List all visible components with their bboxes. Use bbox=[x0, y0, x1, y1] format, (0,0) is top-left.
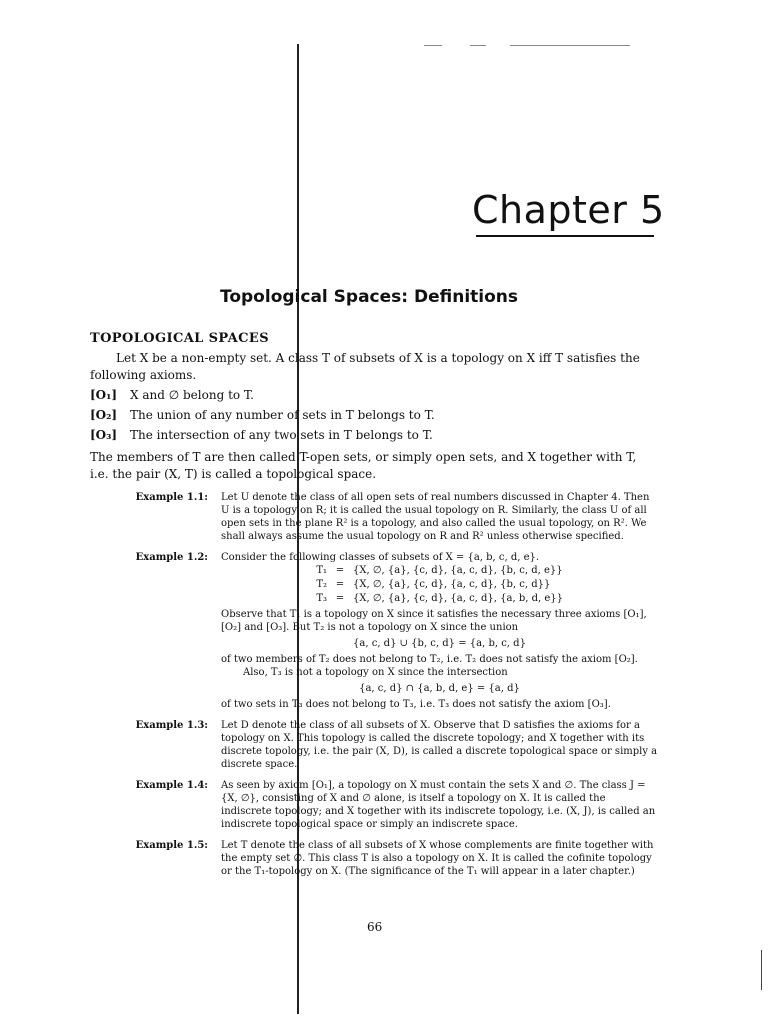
example-label: Example 1.3: bbox=[135, 720, 208, 731]
observe-text: Observe that T₁ is a topology on X since it satisfies the necessary three axioms [O₁], [O₂] and [O₃]. But T₂ is not a topology on X since the union bbox=[221, 609, 647, 633]
union-equation: {a, c, d} ∪ {b, c, d} = {a, b, c, d} bbox=[353, 638, 526, 649]
axiom-2 bbox=[90, 407, 658, 424]
example-1-4 bbox=[90, 779, 658, 831]
set-value: {X, ∅, {a}, {c, d}, {a, c, d}, {a, b, d, e}} bbox=[353, 593, 563, 604]
example-1-5 bbox=[90, 839, 658, 878]
example-text: Let T denote the class of all subsets of X whose complements are finite together with the empty set ∅. This class T is also a topology on X. It is called the cofinite topology or the T₁-topology on X. (The significance of the T₁ will appear in a later chapter.) bbox=[221, 840, 654, 877]
example-1-1 bbox=[90, 491, 658, 543]
set-name: T₃ bbox=[316, 593, 327, 604]
set-name: T₂ bbox=[316, 579, 327, 590]
example-text: As seen by axiom [O₁], a topology on X must contain the sets X and ∅. The class J = {X, ∅}, consisting of X and ∅ alone, is itself a topology on X. It is called the indiscrete topology; and X together with its indiscrete topology, i.e. (X, J), is called an indiscrete topological space or simply an indiscrete space. bbox=[221, 780, 656, 830]
axiom-3 bbox=[90, 427, 658, 444]
example-intro: Consider the following classes of subsets of X = {a, b, c, d, e}. bbox=[221, 552, 540, 563]
equals-sign: = bbox=[335, 565, 345, 576]
section-title: Topological Spaces: Definitions bbox=[220, 287, 519, 307]
scan-artifact bbox=[761, 950, 762, 990]
axiom-text: The union of any number of sets in T belongs to T. bbox=[130, 408, 435, 422]
example-label: Example 1.4: bbox=[135, 780, 208, 791]
set-row bbox=[221, 564, 658, 578]
set-row bbox=[221, 592, 658, 606]
axiom-text: X and ∅ belong to T. bbox=[130, 388, 254, 402]
example-1-3 bbox=[90, 719, 658, 771]
axiom-label: [O₃] bbox=[90, 428, 118, 442]
page-content bbox=[90, 331, 658, 878]
scan-artifact bbox=[510, 45, 630, 46]
subsection-heading: TOPOLOGICAL SPACES bbox=[90, 331, 269, 346]
example-label: Example 1.5: bbox=[135, 840, 208, 851]
example-text: Let U denote the class of all open sets of real numbers discussed in Chapter 4. Then U is a topology on R; it is called the usual topology on R. Similarly, the class U of all open sets in the plane R² is a topology, and also called the usual topology, on R². We shall always assume the usual topology on R and R² unless otherwise specified. bbox=[221, 492, 650, 542]
chapter-title: Chapter 5 bbox=[472, 188, 665, 232]
set-value: {X, ∅, {a}, {c, d}, {a, c, d}, {b, c, d, e}} bbox=[353, 565, 563, 576]
members-paragraph: The members of T are then called T-open sets, or simply open sets, and X together with T, i.e. the pair (X, T) is called a topological space. bbox=[90, 450, 637, 481]
scan-artifact bbox=[424, 45, 442, 46]
set-value: {X, ∅, {a}, {c, d}, {a, c, d}, {b, c, d}} bbox=[353, 579, 551, 590]
equals-sign: = bbox=[335, 579, 345, 590]
set-row bbox=[221, 578, 658, 592]
page-number: 66 bbox=[367, 920, 383, 934]
twosets-text: of two sets in T₃ does not belong to T₃, i.e. T₃ does not satisfy the axiom [O₃]. bbox=[221, 699, 611, 710]
example-label: Example 1.2: bbox=[135, 552, 208, 563]
example-text: Let D denote the class of all subsets of X. Observe that D satisfies the axioms for a topology on X. This topology is called the discrete topology; and X together with its discrete topology, i.e. the pair (X, D), is called a discrete topological space or simply a discrete space. bbox=[221, 720, 658, 770]
also-text: Also, T₃ is not a topology on X since the intersection bbox=[243, 667, 508, 678]
axiom-label: [O₁] bbox=[90, 388, 118, 402]
axiom-text: The intersection of any two sets in T belongs to T. bbox=[130, 428, 433, 442]
scan-artifact bbox=[470, 45, 486, 46]
axiom-label: [O₂] bbox=[90, 408, 118, 422]
intro-paragraph: Let X be a non-empty set. A class T of subsets of X is a topology on X iff T satisfies the following axioms. bbox=[90, 351, 640, 382]
example-1-2 bbox=[90, 551, 658, 711]
chapter-rule bbox=[476, 235, 654, 237]
equals-sign: = bbox=[335, 593, 345, 604]
members-text: of two members of T₂ does not belong to T₂, i.e. T₂ does not satisfy the axiom [O₂]. bbox=[221, 654, 638, 665]
example-label: Example 1.1: bbox=[135, 492, 208, 503]
intersection-equation: {a, c, d} ∩ {a, b, d, e} = {a, d} bbox=[359, 683, 520, 694]
set-name: T₁ bbox=[316, 565, 327, 576]
axiom-1 bbox=[90, 387, 658, 404]
